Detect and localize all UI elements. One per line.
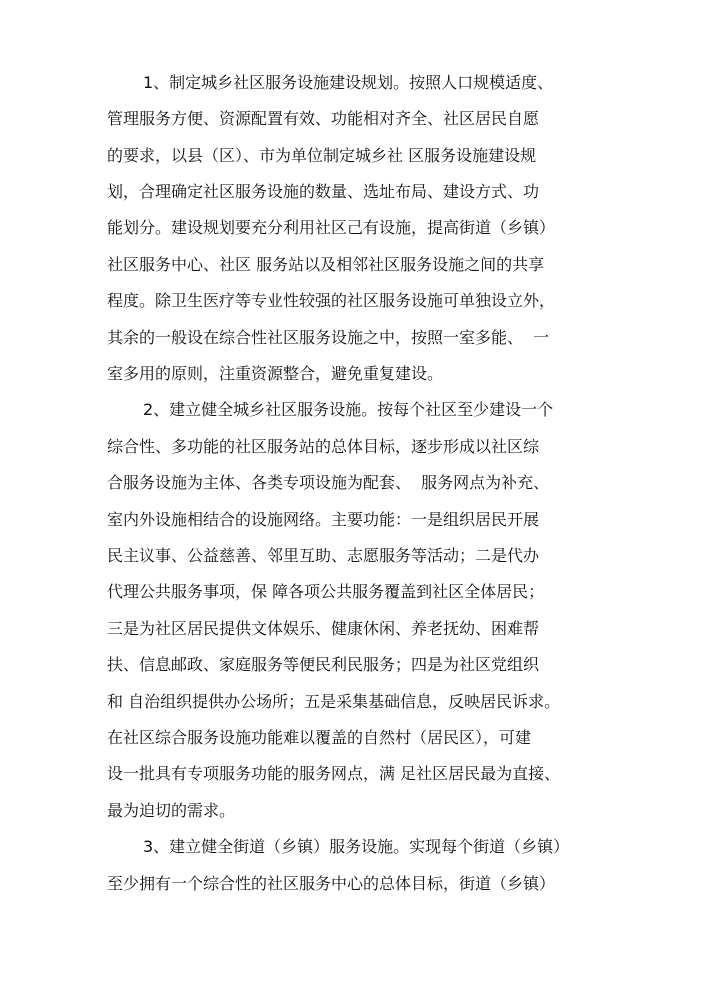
- paragraph-1-line-4: 划，合理确定社区服务设施的数量、选址布局、建设方式、功: [107, 182, 540, 201]
- paragraph-2-line-8: 扶、信息邮政、家庭服务等便民利民服务；四是为社区党组织: [107, 655, 540, 674]
- paragraph-1-line-2: 管理服务方便、资源配置有效、功能相对齐全、社区居民自愿: [107, 109, 540, 128]
- paragraph-2-line-12: 最为迫切的需求。: [107, 801, 236, 820]
- paragraph-1-line-5: 能划分。建设规划要充分利用社区己有设施，提高街道（乡镇）: [107, 218, 556, 237]
- paragraph-2-line-10: 在社区综合服务设施功能难以覆盖的自然村（居民区），可建: [107, 728, 532, 747]
- paragraph-2-line-1: 2、建立健全城乡社区服务设施。按每个社区至少建设一个: [143, 400, 554, 419]
- paragraph-2-line-3: 合服务设施为主体、各类专项设施为配套、 服务网点为补充、: [107, 473, 550, 492]
- paragraph-2-line-11: 设一批具有专项服务功能的服务网点，满 足社区居民最为直接、: [107, 764, 561, 783]
- paragraph-1-line-7: 程度。除卫生医疗等专业性较强的社区服务设施可单独设立外，: [107, 291, 556, 310]
- paragraph-1-line-3: 的要求，以县（区）、市为单位制定城乡社 区服务设施建设规: [107, 146, 537, 165]
- paragraph-2-line-7: 三是为社区居民提供文体娱乐、健康休闲、养老抚幼、困难帮: [107, 619, 540, 638]
- paragraph-2-line-5: 民主议事、公益慈善、邻里互助、志愿服务等活动；二是代办: [107, 546, 540, 565]
- paragraph-2-line-2: 综合性、多功能的社区服务站的总体目标，逐步形成以社区综: [107, 437, 540, 456]
- paragraph-3-line-2: 至少拥有一个综合性的社区服务中心的总体目标，街道（乡镇）: [107, 874, 556, 893]
- paragraph-2-line-6: 代理公共服务事项，保 障各项公共服务覆盖到社区全体居民；: [107, 582, 545, 601]
- paragraph-1-line-8: 其余的一般设在综合性社区服务设施之中，按照一室多能、 一: [107, 328, 550, 347]
- paragraph-3-line-1: 3、建立健全街道（乡镇）服务设施。实现每个街道（乡镇）: [143, 837, 570, 856]
- paragraph-2-line-4: 室内外设施相结合的设施网络。主要功能：一是组织居民开展: [107, 510, 540, 529]
- paragraph-1-line-6: 社区服务中心、社区 服务站以及相邻社区服务设施之间的共享: [107, 255, 545, 274]
- paragraph-1-line-9: 室多用的原则，注重资源整合，避免重复建设。: [107, 364, 444, 383]
- paragraph-1-line-1: 1、制定城乡社区服务设施建设规划。按照人口规模适度、: [143, 73, 554, 92]
- paragraph-2-line-9: 和 自治组织提供办公场所；五是采集基础信息，反映居民诉求。: [107, 692, 561, 711]
